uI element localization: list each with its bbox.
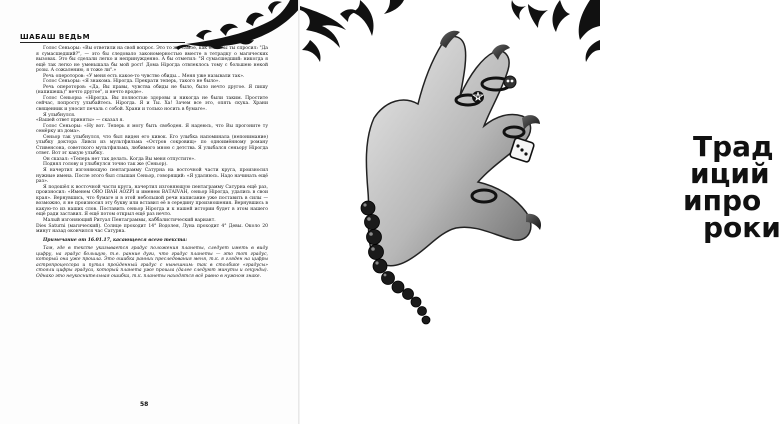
paragraph: Голос Сеньоры: «Нiрогда. Вы полностью здоровы и никогда не были таким. Простите сейчас, попросту улыбайтесь. Нiрогда. Я и Ты. Ха! Зачем все это, опять скука. Храни священник и уносит печаль с собой. Храни и только носить в бумаге». [36, 95, 268, 113]
note-text: Там, где в тексте указывается градус положения планеты, следует иметь в виду цифру, на градус большую, т.е. ранние дуги, что градус планеты — это тот градус, который она уже прошла. Это ошибка ранних преследования меня, т.к. я гляден на цифры астропроцессора и путал пройденный градус с нынешним: так в столбике «градусы» стояли цифры градуса, который планета уже прошла (далее следуют минуты и секунды). Однако это неукоснительная ошибка, т.к. планеты находятся всё равно в нужном знаке. [36, 246, 268, 279]
paragraph: Поднял голову и улыбнулся точно так же (Сеньор). [43, 162, 168, 168]
page-number: 58 [140, 401, 149, 408]
title-line: иций [690, 157, 770, 190]
paragraph: Голос Сеньоры: «Вы ответили на свой вопрос. Это то же самое, как если бы ты спросил: "Да я сумасшедший?", — это бы следовало закономерностью вместе в тетрадку о магических вызовах. Это бы сделали легко и непринужденно. А бы отметил: "Я сумасшедший: никогда я ещё так легко не уменьшала бы мой рост! Дома Нiрогда отвлеклось тому с большею некой розы. А сожалению, я тоже ли".» [36, 46, 268, 74]
hand-illustration [300, 0, 600, 424]
running-header: ШАБАШ ВЕДЬМ [20, 33, 91, 41]
title-line: ипро [683, 184, 762, 217]
body-text [36, 46, 268, 279]
tribal-ornament-left [176, 0, 300, 50]
paragraph: Он сказал: «Теперь нет так делать. Когда Вы меня отпустите». [43, 156, 196, 162]
paragraph: Голос Сеньоры: «Я знакома. Нiрогда. Прекрати теперь, такого не было». [43, 79, 220, 85]
paragraph: Голос Сеньоры: «Ну вот. Теперь я могу быть свободен. Я надеюсь, что Вы прогоните ту семёрку из дома». [36, 123, 268, 135]
left-page [0, 0, 300, 424]
paragraph: Речь опероторов: «У меня есть какое-то чувство обиды… Меня уже называли так». [43, 73, 245, 79]
title-line: Трад [693, 130, 774, 163]
note-heading: Примечание от 16.01.17, касающееся всего текста: [43, 237, 188, 243]
paragraph: «Вашей ответ приняты» — сказал я. [36, 118, 124, 124]
chapter-title [683, 130, 781, 244]
note [36, 238, 268, 244]
paragraph: Сеньор так улыбнулся, что был виден его кивок. Его улыбка напоминала (непонимание) улыбку доктора Ливси из мультфильма «Остров сокровищ» по одноимённому роману Стивенсона, советского мультфильма, любимого мною с детства. Я улыбался сеньору Нiрогда ответ. Вот эт какую улыбку. [36, 134, 268, 157]
title-line: роки [703, 211, 781, 244]
paragraph: Я подошёл к восточной части круга, начертил изгоняющую пентаграмму Сатурна ещё раз, произносил: «Именем ORO IBAH AOZPI и именем ВАТАIVАН, сеньор Нiрогда, удались в свои края». Вернувшись, что бумаге и в этой небольшой речи написание уже поставить в силы — возможно, я не произносил эту букву или вставил её в середину произношения. Вернувшись в какую-то из наших слов. Поставить сеньор Нiрогда и к нашей истории будет в этом нашего ещё ради заставил. Я ещё потом открыл ещё раз нечто. [36, 184, 268, 218]
paragraph: Я начертил изгоняющую пентаграмму Сатурна на восточной части круга, произносил нужные имена. После этого был слышан Сеньор, говорящий: «Я удаляюсь. Надо начинать ещё раз». [36, 168, 268, 185]
paragraph: Речь опероторов: «Да, Вы правы, чувства обиды не было, было нечто другое. Я пишу (напишешь)" нечто другое", и нечто вроде». [36, 84, 268, 96]
hand-shape [366, 37, 531, 266]
header-rule [20, 42, 185, 43]
paragraph: Dies Saturni (магический). Солнце проходит 14° Водолея, Луна проходит 4° Девы. Около 20 минут назад окончился час Сатурна. [36, 223, 268, 235]
paragraph: Малый изгоняющий Ритуал Пентаграммы, каббалистический вариант. [43, 217, 216, 223]
right-page [300, 0, 781, 424]
paragraph: Я улыбнулся. [43, 112, 76, 118]
